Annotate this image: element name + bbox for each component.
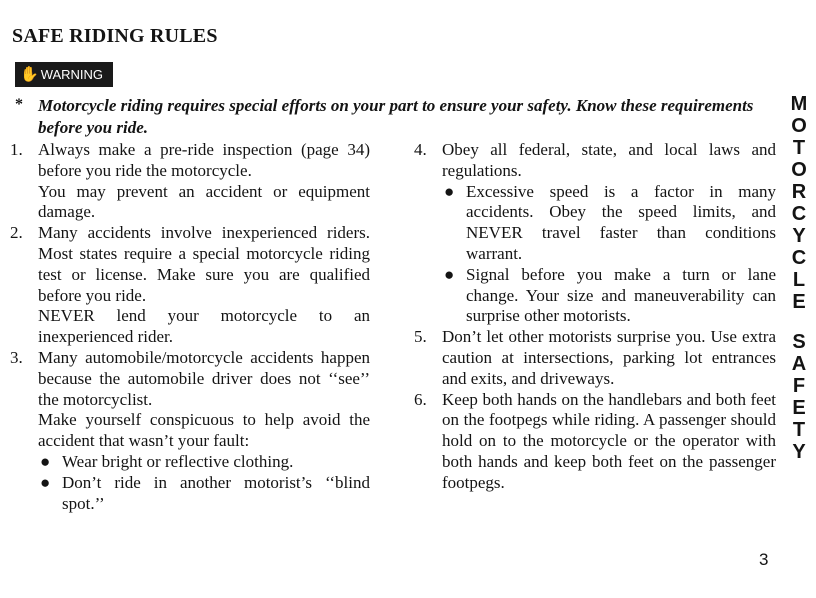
rule-text: Many automobile/motorcycle accidents happen because the automobile driver does not ‘‘see’’ the motorcyclist.	[38, 347, 370, 409]
bullet-icon: ●	[40, 451, 51, 471]
bullet-icon: ●	[444, 181, 455, 201]
rule-text: NEVER lend your motorcycle to an inexperienced rider.	[38, 306, 370, 347]
bullet-text: Wear bright or reflective clothing.	[62, 451, 294, 471]
bullet-item	[38, 452, 370, 473]
rule-number: 6.	[414, 389, 427, 409]
page-number: 3	[759, 550, 769, 569]
side-letter: E	[792, 291, 806, 313]
rule-text: Make yourself conspicuous to help avoid the accident that wasn’t your fault:	[38, 410, 370, 451]
rule-number: 3.	[10, 347, 23, 367]
side-letter: L	[792, 269, 806, 291]
rule-number: 4.	[414, 140, 427, 159]
side-tab	[786, 93, 812, 463]
side-letter: T	[792, 137, 806, 159]
rule-item	[10, 223, 370, 348]
right-column	[414, 140, 776, 494]
rule-item	[414, 140, 776, 327]
side-letter: C	[791, 247, 807, 269]
side-letter: C	[791, 203, 807, 225]
page-title: SAFE RIDING RULES	[12, 25, 218, 47]
rule-item	[414, 327, 776, 389]
side-tab-word-motorcycle	[786, 93, 812, 313]
side-letter: O	[791, 115, 807, 137]
intro-text: Motorcycle riding requires special efforts on your part to ensure your safety. Know these requirements before you ride.	[38, 96, 754, 137]
side-letter: E	[792, 397, 806, 419]
warning-label	[15, 62, 113, 87]
rule-text: You may prevent an accident or equipment damage.	[38, 181, 370, 222]
left-column	[10, 140, 370, 514]
rule-text: Don’t let other motorists surprise you. Use extra caution at intersections, parking lot entrances and exits, and driveways.	[442, 327, 776, 388]
side-letter: T	[792, 419, 806, 441]
side-letter: Y	[792, 225, 806, 247]
side-letter: R	[791, 181, 807, 203]
bullet-text: Signal before you make a turn or lane change. Your size and maneuverability can surprise other motorists.	[466, 264, 776, 326]
rule-text: Keep both hands on the handlebars and both feet on the footpegs while riding. A passenger should hold on to the motorcycle or the operator with both hands and keep both feet on the passenger footpegs.	[442, 389, 776, 492]
rule-number: 2.	[10, 223, 23, 243]
rule-number: 1.	[10, 140, 23, 159]
rule-item	[10, 140, 370, 223]
side-letter: M	[790, 93, 808, 115]
bullet-icon: ●	[40, 472, 51, 492]
side-letter: S	[792, 331, 806, 353]
rule-text: Many accidents involve inexperienced riders. Most states require a special motorcycle riding test or license. Make sure you are qualified before you ride.	[38, 223, 370, 305]
side-tab-word-safety	[786, 331, 812, 463]
side-letter: F	[792, 375, 806, 397]
rule-item	[10, 348, 370, 514]
side-tab-gap	[786, 313, 812, 331]
rule-text: Always make a pre-ride inspection (page 34) before you ride the motorcycle.	[38, 140, 370, 180]
intro-marker: *	[15, 96, 23, 113]
side-letter: Y	[792, 441, 806, 463]
bullet-text: Don’t ride in another motorist’s ‘‘blind spot.’’	[62, 472, 370, 513]
bullet-item	[442, 182, 776, 265]
bullet-item	[442, 265, 776, 327]
side-letter: A	[791, 353, 807, 375]
bullet-item	[38, 473, 370, 515]
bullet-text: Excessive speed is a factor in many accidents. Obey the speed limits, and NEVER travel faster than conditions warrant.	[466, 181, 776, 263]
hand-warning-icon: ✋	[20, 66, 39, 83]
rule-number: 5.	[414, 327, 427, 347]
rule-item	[414, 390, 776, 494]
bullet-icon: ●	[444, 264, 455, 284]
warning-text: WARNING	[40, 67, 104, 82]
side-letter: O	[791, 159, 807, 181]
rule-text: Obey all federal, state, and local laws and regulations.	[442, 140, 776, 180]
